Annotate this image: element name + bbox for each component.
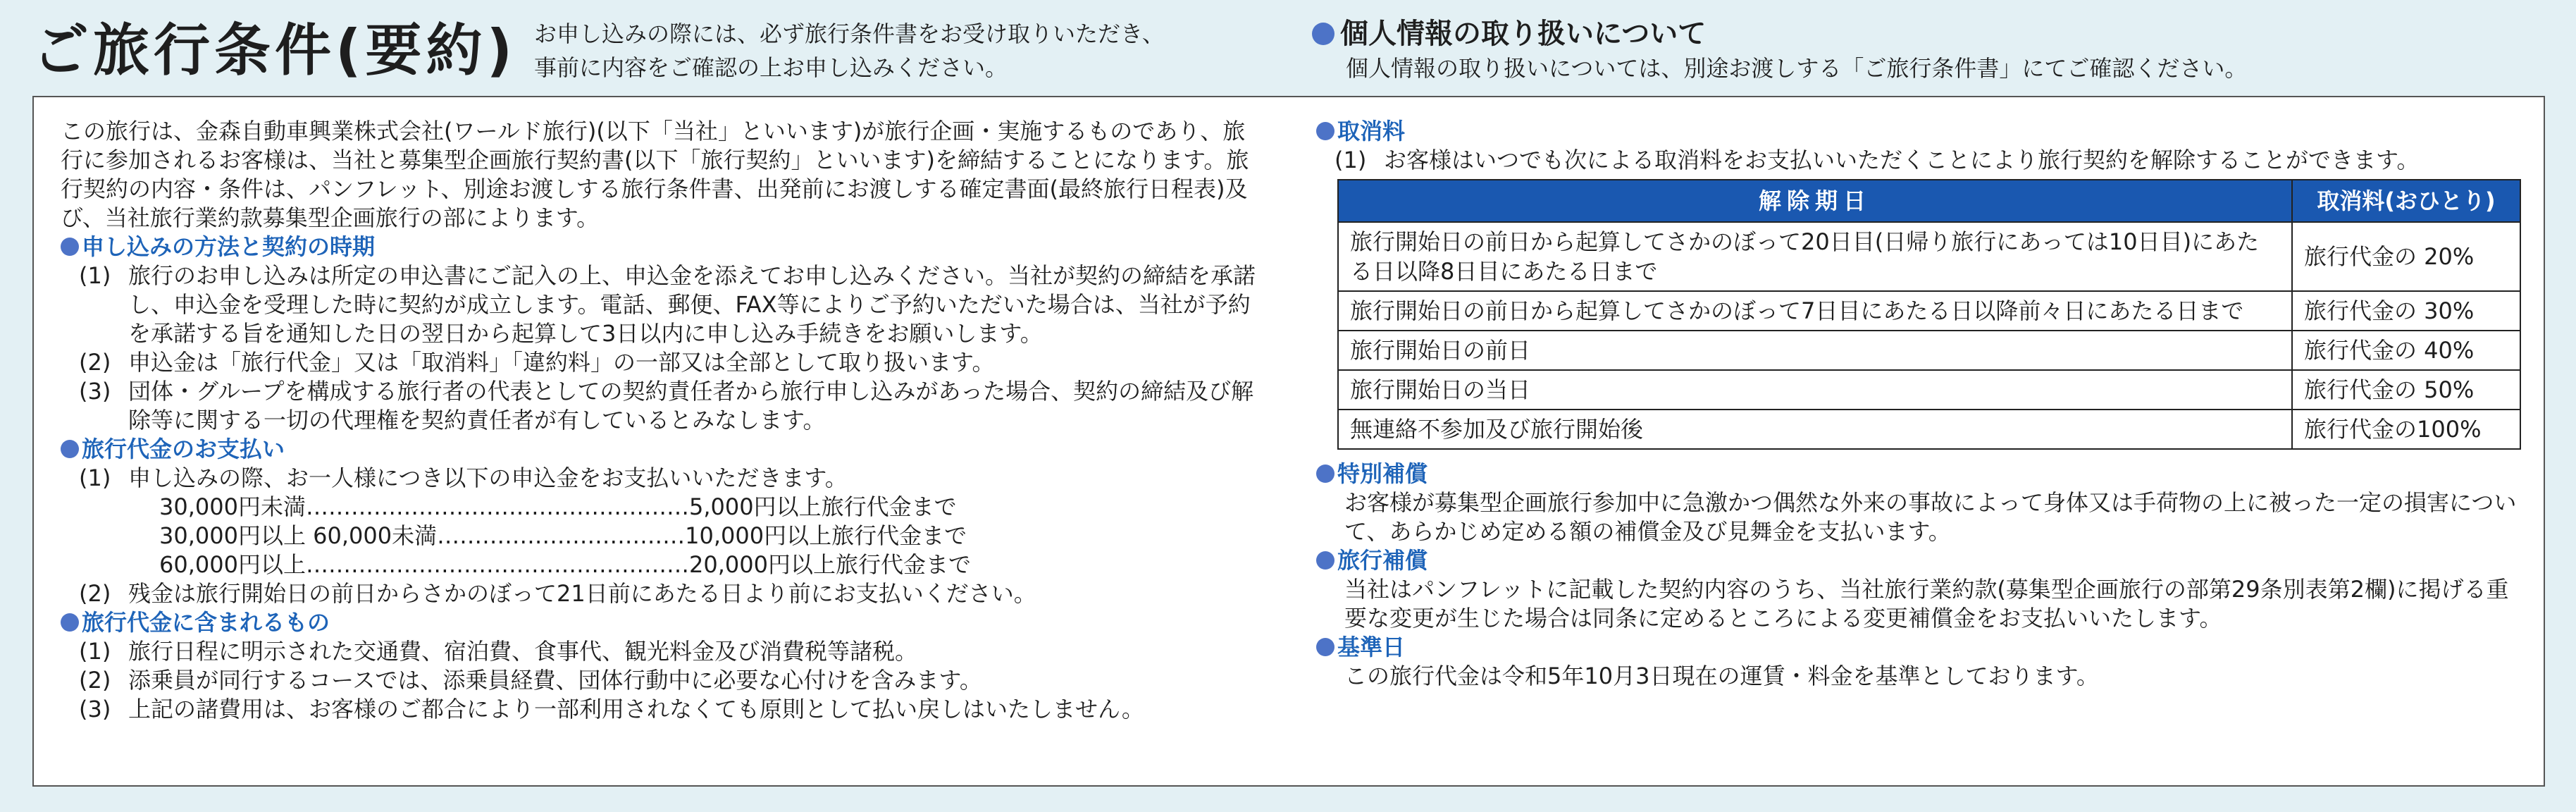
bullet-dot-icon xyxy=(1316,465,1335,483)
base-date-text: この旅行代金は令和5年10月3日現在の運賃・料金を基準としております。 xyxy=(1344,663,2099,689)
bullet-dot-icon xyxy=(1316,638,1335,656)
item-text: お客様はいつでも次による取消料をお支払いいただくことにより旅行契約を解除することができます。 xyxy=(1384,147,2420,173)
section-heading-special xyxy=(1316,460,2528,488)
fee-cell: 旅行代金の100% xyxy=(2292,410,2520,449)
list-item xyxy=(61,666,1258,695)
list-item xyxy=(1316,146,2528,175)
item-number: (3) xyxy=(79,378,111,405)
privacy-heading-text: 個人情報の取り扱いについて xyxy=(1340,18,1707,50)
section-heading-text: 特別補償 xyxy=(1337,460,1428,487)
period-cell: 旅行開始日の当日 xyxy=(1338,370,2292,410)
title-note-line: 事前に内容をご確認の上お申し込みください。 xyxy=(534,54,1008,81)
cancellation-fee-table xyxy=(1337,179,2521,450)
item-text: 旅行日程に明示された交通費、宿泊費、食事代、観光料金及び消費税等諸税。 xyxy=(128,638,918,665)
section-heading-payment xyxy=(61,435,1258,464)
section-heading-travel-comp xyxy=(1316,546,2528,575)
deposit-rate-row xyxy=(61,493,1258,522)
table-header-fee: 取消料(おひとり) xyxy=(2292,180,2520,222)
section-heading-text: 申し込みの方法と契約の時期 xyxy=(82,233,376,260)
fee-cell: 旅行代金の 30% xyxy=(2292,291,2520,331)
page-title: ご旅行条件(要約) xyxy=(32,18,517,83)
rate-amount: 10,000円以上旅行代金まで xyxy=(685,522,967,549)
section-heading-application xyxy=(61,233,1258,262)
privacy-text: 個人情報の取り扱いについては、別途お渡しする「ご旅行条件書」にてご確認ください。 xyxy=(1346,55,2248,82)
travel-comp-text: 当社はパンフレットに記載した契約内容のうち、当社旅行業約款(募集型企画旅行の部第29条別表第2欄)に掲げる重要な変更が生じた場合は同条に定めるところによる変更補償金をお支払いいたします。 xyxy=(1344,576,2509,632)
item-number: (2) xyxy=(79,667,111,694)
list-item xyxy=(61,377,1258,435)
list-item xyxy=(61,695,1258,724)
section-heading-base-date xyxy=(1316,633,2528,662)
item-number: (2) xyxy=(79,349,111,376)
bullet-dot-icon xyxy=(61,440,79,458)
table-row xyxy=(1338,331,2520,370)
item-number: (2) xyxy=(79,580,111,607)
right-column xyxy=(1316,117,2528,691)
fee-cell: 旅行代金の 40% xyxy=(2292,331,2520,370)
item-text: 上記の諸費用は、お客様のご都合により一部利用されなくても原則として払い戻しはいたしません。 xyxy=(128,696,1144,722)
table-row xyxy=(1338,222,2520,291)
deposit-rate-row xyxy=(61,522,1258,550)
fee-cell: 旅行代金の 20% xyxy=(2292,222,2520,291)
list-item xyxy=(61,579,1258,608)
rate-range: 30,000円未満 xyxy=(159,493,306,520)
section-heading-text: 旅行代金のお支払い xyxy=(82,436,285,462)
fee-cell: 旅行代金の 50% xyxy=(2292,370,2520,410)
item-text: 団体・グループを構成する旅行者の代表としての契約責任者から旅行申し込みがあった場合、契約の締結及び解除等に関する一切の代理権を契約責任者が有しているとみなします。 xyxy=(128,378,1254,433)
title-note xyxy=(534,17,1165,85)
section-heading-text: 旅行補償 xyxy=(1337,547,1428,574)
item-number: (1) xyxy=(79,262,111,289)
section-heading-text: 旅行代金に含まれるもの xyxy=(82,609,330,636)
rate-range: 60,000円以上 xyxy=(159,551,306,578)
item-number: (1) xyxy=(1335,147,1367,173)
period-cell: 旅行開始日の前日 xyxy=(1338,331,2292,370)
table-header-period: 解除期日 xyxy=(1338,180,2292,222)
section-heading-text: 基準日 xyxy=(1337,634,1406,660)
rate-leader: …………………………………………… xyxy=(305,493,689,520)
bullet-dot-icon xyxy=(61,238,79,256)
table-row xyxy=(1338,370,2520,410)
item-text: 申込金は「旅行代金」又は「取消料」「違約料」の一部又は全部として取り扱います。 xyxy=(128,349,995,376)
title-note-line: お申し込みの際には、必ず旅行条件書をお受け取りいただき、 xyxy=(534,20,1165,47)
section-heading-cancel xyxy=(1316,117,2528,146)
rate-amount: 20,000円以上旅行代金まで xyxy=(688,551,971,578)
rate-range: 30,000円以上 60,000未満 xyxy=(159,522,438,549)
item-number: (1) xyxy=(79,465,111,491)
section-heading-included xyxy=(61,608,1258,637)
item-text: 添乗員が同行するコースでは、添乗員経費、団体行動中に必要な心付けを含みます。 xyxy=(128,667,982,694)
rate-leader: …………………………… xyxy=(437,522,686,549)
intro-paragraph: この旅行は、金森自動車興業株式会社(ワールド旅行)(以下「当社」といいます)が旅行企画・実施するものであり、旅行に参加されるお客様は、当社と募集型企画旅行契約書(以下「旅行契約」といいます)を締結することになります。旅行契約の内容・条件は、パンフレット、別途お渡しする旅行条件書、出発前にお渡しする確定書面(最終旅行日程表)及び、当社旅行業約款募集型企画旅行の部によります。 xyxy=(61,118,1249,231)
special-text: お客様が募集型企画旅行参加中に急激かつ偶然な外来の事故によって身体又は手荷物の上に被った一定の損害について、あらかじめ定める額の補償金及び見舞金を支払います。 xyxy=(1344,489,2517,545)
section-heading-text: 取消料 xyxy=(1337,118,1406,144)
period-cell: 無連絡不参加及び旅行開始後 xyxy=(1338,410,2292,449)
privacy-heading xyxy=(1312,11,1706,51)
item-number: (3) xyxy=(79,696,111,722)
list-item xyxy=(61,464,1258,493)
bullet-dot-icon xyxy=(1316,551,1335,570)
bullet-dot-icon xyxy=(61,613,79,632)
list-item xyxy=(61,348,1258,377)
item-text: 残金は旅行開始日の前日からさかのぼって21日前にあたる日より前にお支払いください。 xyxy=(128,580,1036,607)
item-number: (1) xyxy=(79,638,111,665)
bullet-dot-icon xyxy=(1312,23,1335,45)
table-row xyxy=(1338,410,2520,449)
period-cell: 旅行開始日の前日から起算してさかのぼって20日目(日帰り旅行にあっては10日目)にあたる日以降8日目にあたる日まで xyxy=(1338,222,2292,291)
bullet-dot-icon xyxy=(1316,122,1335,140)
period-cell: 旅行開始日の前日から起算してさかのぼって7日目にあたる日以降前々日にあたる日まで xyxy=(1338,291,2292,331)
deposit-rate-row xyxy=(61,550,1258,579)
item-text: 申し込みの際、お一人様につき以下の申込金をお支払いいただきます。 xyxy=(128,465,848,491)
rate-amount: 5,000円以上旅行代金まで xyxy=(688,493,957,520)
list-item xyxy=(61,637,1258,666)
item-text: 旅行のお申し込みは所定の申込書にご記入の上、申込金を添えてお申し込みください。当社が契約の締結を承諾し、申込金を受理した時に契約が成立します。電話、郵便、FAX等によりご予約いただいた場合は、当社が予約を承諾する旨を通知した日の翌日から起算して3日以内に申し込み手続きをお願いします。 xyxy=(128,262,1256,347)
list-item xyxy=(61,262,1258,348)
left-column xyxy=(61,117,1258,724)
table-row xyxy=(1338,291,2520,331)
rate-leader: …………………………………………… xyxy=(305,551,689,578)
